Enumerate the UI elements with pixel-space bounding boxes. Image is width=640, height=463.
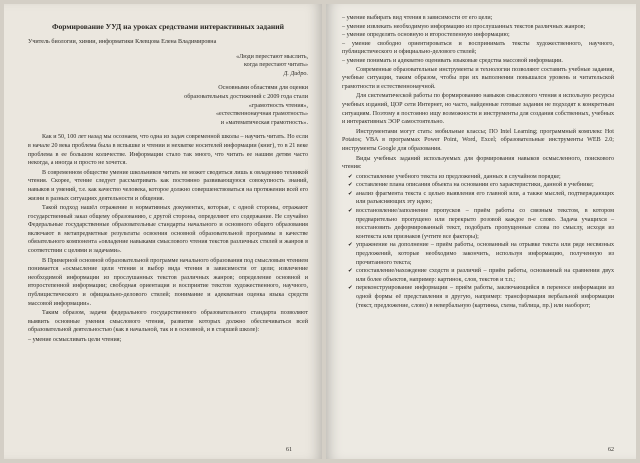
paragraph: – умение осмысливать цели чтения; [28, 337, 122, 343]
right-page [326, 4, 636, 459]
epigraph-author: Д. Дидро. [283, 70, 308, 77]
paragraph: Таким образом, задачи федерального государственного образовательного стандарта позволяют выявить основные умения смыслового чтения, развитие которых должно обеспечиваться всей образовательной деятельностью (как в начальной, так и в основной, и в старшей школе): [28, 310, 308, 334]
paragraph: Такой подход нашёл отражение в нормативных документах, которые, с одной стороны, отражают государственный заказ общему образованию, с другой стороны, определяют его содержание. Не случайно Федеральные государственные образовательные стандарты начального и основного общего образования включают в метапредметные результаты освоения основной образовательной программы в качестве обязательного компонента «овладение навыками смыслового чтения текстов различных стилей и жанров в соответствии с целями и задачами». [28, 205, 308, 255]
paragraph-smyslovoe-chtenie: В Примерной основной образовательной программе начального образования под смысловым чтением понимается «осмысление цели чтения и выбор вида чтения в зависимости от цели; извлечение необходимой информации из прослушанных текстов различных жанров; определение основной и второстепенной информации; свободная ориентация и восприятие текстов художественного, научного, публицистического и официально-делового стилей; понимание и адекватная оценка языка средств массовой информации». [28, 257, 308, 307]
dash-item: – умение понимать и адекватно оценивать языковые средства массовой информации. [342, 57, 563, 64]
epigraph-line: когда перестают читать» [244, 62, 308, 69]
right-page-content [342, 14, 614, 310]
paragraph: Как и 50, 100 лет назад мы осознаем, что одна из задач современной школы – научить читать. Но если в начале 20 века проблема была в вспышке и чтении и нехватке носителей информации (книг), то в 21 веке проблема в ее большом количестве. Информации стало так много, что читать ее нашим детям часто некогда, а иногда и просто не хочется. [28, 134, 308, 167]
dash-item: – умение извлекать необходимую информацию из прослушанных текстов различных жанров; [342, 23, 586, 30]
paragraph: Для систематической работы по формированию навыков смыслового чтения я использую ресурсы учебных изданий, ЦОР сети Интернет, но часто, найденные готовые задания не подходят к конкретным ситуациям. Поэтому я постоянно ищу возможности и инструменты для создания собственных, учебных и интерактивных ЭОР самостоятельно. [342, 93, 614, 126]
dash-item: – умение выбирать вид чтения в зависимости от его цели; [342, 15, 493, 21]
list-item: ✔ сопоставление/нахождение сходств и различий – приём работы, основанный на сравнении двух или более объектов, например: картинок, слов, текстов и т.п.; [348, 267, 614, 284]
intro-line: образовательных достижений с 2009 года стали [184, 93, 308, 100]
paragraph: Современные образовательные инструменты и технологии позволяют составить учебные задания, учебные ситуации, таким образом, чтобы при их выполнении повышался уровень и читательской грамотности и естественнонаучной. [342, 66, 614, 90]
paragraph: В современном обществе умение школьников читать не может сводиться лишь к овладению техникой чтения. Скорее, чтение следует рассматривать как постоянно развивающуюся совокупность знаний, навыков и умений, т.е. как качество человека, которое должно совершенствоваться на протяжении всей его жизни в разных ситуациях деятельности и общения. [28, 169, 308, 202]
dash-item: – умение свободно ориентироваться и воспринимать тексты художественного, научного, публицистического и официально-делового стилей; [342, 40, 614, 56]
task-types-list [342, 173, 614, 311]
intro-line: «естественнонаучная грамотность» [215, 111, 308, 118]
page-number: 61 [286, 447, 292, 453]
dash-item: – умение определять основную и второстепенную информацию; [342, 32, 510, 39]
epigraph [148, 53, 308, 79]
page-number: 62 [608, 447, 614, 453]
left-page-content [28, 22, 308, 346]
list-item: ✔ составление плана описания объекта на основании его характеристики, данной в учебнике; [348, 181, 614, 190]
list-item: ✔ сопоставление учебного текста из предложений, данных в случайном порядке; [348, 173, 614, 182]
epigraph-line: «Люди перестают мыслить, [236, 53, 308, 60]
left-page [4, 4, 322, 459]
intro-block [138, 84, 308, 127]
article-author: Учитель биологии, химии, информатики Клевцова Елена Владимировна [28, 39, 217, 45]
intro-line: и «математическая грамотность». [220, 119, 308, 126]
intro-line: Основными областями для оценки [218, 85, 308, 92]
intro-line: «грамотность чтения», [248, 102, 308, 109]
paragraph: Виды учебных заданий используемых для формирования навыков осмысленного, поискового чтения: [342, 155, 614, 171]
paragraph: Инструментами могут стать: мобильные классы; ПО Intel Learning; программный комплекс Hot Potatos; VBA в программах Power Point, Word, Excel; образовательные инструменты WEB 2.0; инструменты Google для образования. [342, 128, 614, 152]
article-title: Формирование УУД на уроках средствами интерактивных заданий [51, 22, 285, 31]
list-item: ✔ анализ фрагмента текста с целью выявления его главной или, а также мыслей, подтверждающих или разъясняющих эту идею; [348, 190, 614, 207]
list-item: ✔ переконструирование информации – приём работы, заключающийся в переносе информации из одной формы её представления в другую, например: трансформация вербальной информации (текст, предложение, слово) в невербальную (картинка, схема, таблица, пр.) или наоборот; [348, 284, 614, 310]
list-item: ✔ упражнение на дополнение – приём работы, основанный на отрывке текста или ряде несвязных предложений, которые необходимо закончить, используя информацию, полученную из прочитанного текста; [348, 241, 614, 267]
list-item: ✔ восстановление/заполнение пропусков – приём работы со связным текстом, в котором предварительно пропущено или перекрыто розовой каждое n-е слово. Задача учащихся – восстановить деформированный текст, подобрать пропущенные слова по смыслу, исходя из контекста или признаков (учтите все факторы); [348, 207, 614, 241]
